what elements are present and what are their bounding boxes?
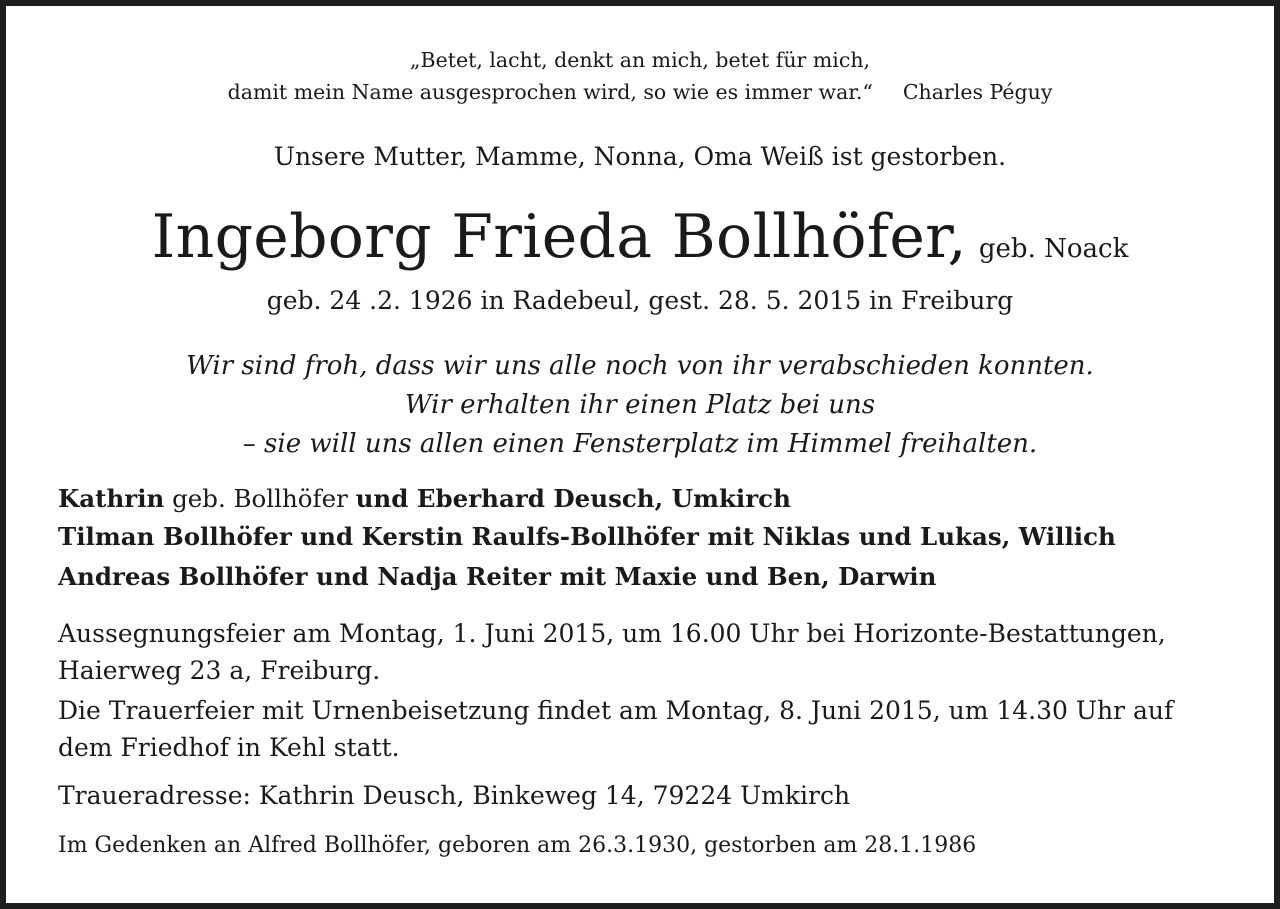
quote-text-1: „Betet, lacht, denkt an mich, betet für mich, xyxy=(409,48,871,72)
quote-line-2 xyxy=(6,80,1274,104)
service-line-2: Haierweg 23 a, Freiburg. xyxy=(58,656,381,685)
verse-line-3: – sie will uns allen einen Fensterplatz im Himmel freihalten. xyxy=(242,429,1038,459)
verse-line-1: Wir sind froh, dass wir uns alle noch von ihr verabschieden konnten. xyxy=(186,351,1094,381)
mourning-address: Traueradresse: Kathrin Deusch, Binkeweg 14, 79224 Umkirch xyxy=(58,781,851,810)
quote-line-1 xyxy=(6,48,1274,72)
family-line-2: Tilman Bollhöfer und Kerstin Raulfs-Bollhöfer mit Niklas und Lukas, Willich xyxy=(58,522,1116,551)
family-line-3: Andreas Bollhöfer und Nadja Reiter mit Maxie und Ben, Darwin xyxy=(58,562,937,591)
service-line-4: dem Friedhof in Kehl statt. xyxy=(58,733,400,762)
family-kathrin: Kathrin xyxy=(58,484,165,513)
announcement: Unsere Mutter, Mamme, Nonna, Oma Weiß ist gestorben. xyxy=(273,142,1007,171)
verse-line-2: Wir erhalten ihr einen Platz bei uns xyxy=(404,390,876,420)
family-kathrin-maiden: geb. Bollhöfer xyxy=(164,484,356,513)
quote-text-2: damit mein Name ausgesprochen wird, so wie es immer war.“ xyxy=(227,80,873,104)
maiden-name: geb. Noack xyxy=(978,234,1129,264)
family-line-1 xyxy=(58,484,791,513)
life-dates: geb. 24 .2. 1926 in Radebeul, gest. 28. 5. 2015 in Freiburg xyxy=(266,286,1014,315)
service-line-1: Aussegnungsfeier am Montag, 1. Juni 2015, um 16.00 Uhr bei Horizonte-Bestattungen, xyxy=(58,619,1166,648)
deceased-name: Ingeborg Frieda Bollhöfer, xyxy=(151,202,967,272)
deceased-name-row xyxy=(6,202,1274,272)
service-line-3: Die Trauerfeier mit Urnenbeisetzung findet am Montag, 8. Juni 2015, um 14.30 Uhr auf xyxy=(58,696,1174,725)
quote-author: Charles Péguy xyxy=(902,80,1053,104)
memorial-line: Im Gedenken an Alfred Bollhöfer, geboren am 26.3.1930, gestorben am 28.1.1986 xyxy=(58,833,977,858)
family-eberhard: und Eberhard Deusch, Umkirch xyxy=(355,484,791,513)
